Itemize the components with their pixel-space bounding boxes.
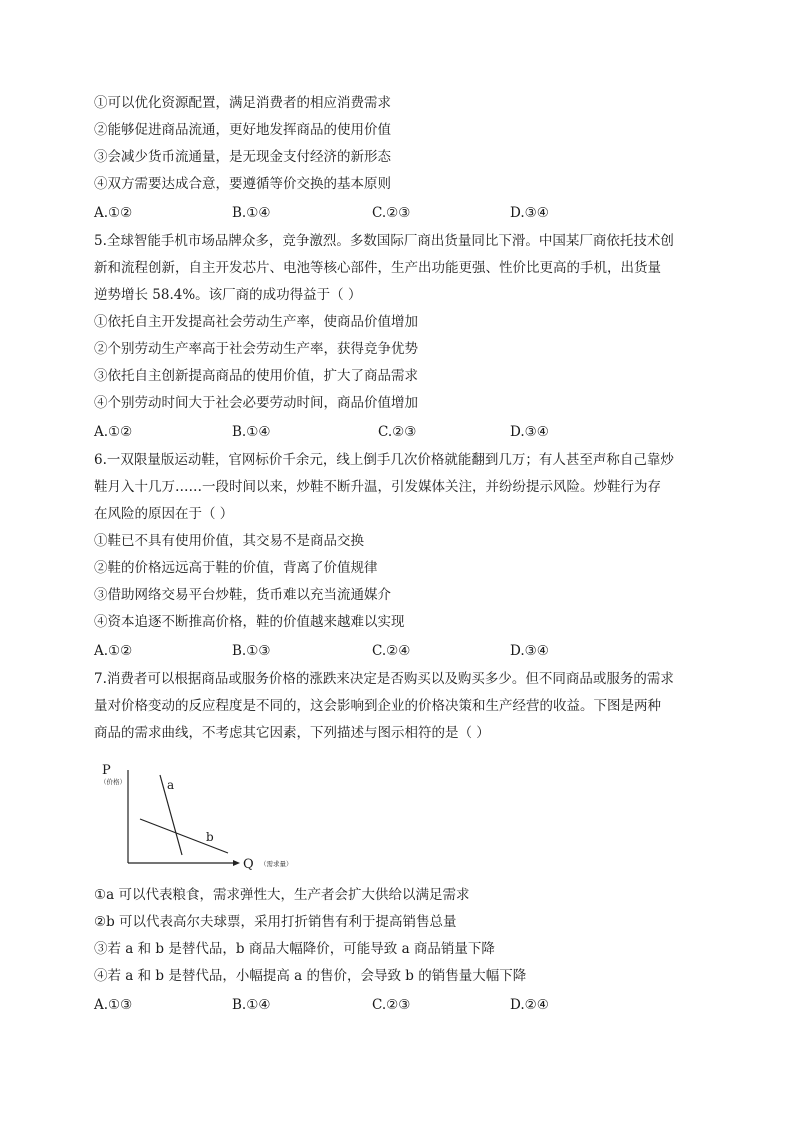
curve-b-label: b [206,830,214,844]
q4-option-b: B.①④ [232,205,271,221]
q6-option-d: D.③④ [510,643,549,659]
q4-option-c: C.②③ [372,205,411,221]
q4-option-d: D.③④ [510,205,549,221]
q5-option-c: C.②③ [378,424,417,440]
q7-item-1: ①a 可以代表粮食，需求弹性大，生产者会扩大供给以满足需求 [94,887,470,903]
q6-stem-line-2: 鞋月入十几万……一段时间以来，炒鞋不断升温，引发媒体关注，并纷纷提示风险。炒鞋行为存 [94,479,661,495]
q4-item-1: ①可以优化资源配置，满足消费者的相应消费需求 [94,95,391,111]
q5-stem-line-3: 逆势增长 58.4%。该厂商的成功得益于（ ） [94,287,362,303]
p-axis-label: P [102,763,111,778]
curve-a-label: a [167,778,175,792]
q5-stem-line-2: 新和流程创新，自主开发芯片、电池等核心部件，生产出功能更强、性价比更高的手机，出货量 [94,260,661,276]
q6-item-1: ①鞋已不具有使用价值，其交易不是商品交换 [94,533,364,549]
q-axis-label: Q [243,857,254,872]
q7-item-4: ④若 a 和 b 是替代品，小幅提高 a 的售价，会导致 b 的销售量大幅下降 [94,968,527,984]
q5-item-3: ③依托自主创新提高商品的使用价值，扩大了商品需求 [94,368,418,384]
q5-item-4: ④个别劳动时间大于社会必要劳动时间，商品价值增加 [94,395,418,411]
q5-item-1: ①依托自主开发提高社会劳动生产率，使商品价值增加 [94,314,418,330]
q7-option-a: A.①③ [94,997,133,1013]
q4-item-2: ②能够促进商品流通，更好地发挥商品的使用价值 [94,122,391,138]
curve-b-line [140,819,228,853]
q5-item-2: ②个别劳动生产率高于社会劳动生产率，获得竞争优势 [94,341,418,357]
q-axis-sub-label: （需求量） [260,860,293,868]
x-axis-arrow [233,860,240,866]
q7-stem-line-2: 量对价格变动的反应程度是不同的，这会影响到企业的价格决策和生产经营的收益。下图是两种 [94,698,661,714]
q7-stem-line-1: 7.消费者可以根据商品或服务价格的涨跌来决定是否购买以及购买多少。但不同商品或服务的需求 [94,671,674,687]
q7-option-c: C.②③ [372,997,411,1013]
q5-option-b: B.①④ [232,424,271,440]
q6-option-a: A.①② [94,643,133,659]
q4-option-a: A.①② [94,205,133,221]
demand-curve-graph [100,760,330,875]
q7-option-b: B.①④ [232,997,271,1013]
q4-item-4: ④双方需要达成合意，要遵循等价交换的基本原则 [94,176,391,192]
q6-item-3: ③借助网络交易平台炒鞋，货币难以充当流通媒介 [94,587,391,603]
q7-stem-line-3: 商品的需求曲线，不考虑其它因素，下列描述与图示相符的是（ ） [94,725,490,741]
q6-item-4: ④资本追逐不断推高价格，鞋的价值越来越难以实现 [94,614,405,630]
q4-item-3: ③会减少货币流通量，是无现金支付经济的新形态 [94,149,391,165]
q5-stem-line-1: 5.全球智能手机市场品牌众多，竞争激烈。多数国际厂商出货量同比下滑。中国某厂商依托技术创 [94,233,674,249]
q6-option-b: B.①③ [232,643,271,659]
q7-option-d: D.②④ [510,997,549,1013]
q5-option-a: A.①② [94,424,133,440]
q7-item-3: ③若 a 和 b 是替代品，b 商品大幅降价，可能导致 a 商品销量下降 [94,941,495,957]
q6-stem-line-3: 在风险的原因在于（ ） [94,506,234,522]
q6-item-2: ②鞋的价格远远高于鞋的价值，背离了价值规律 [94,560,378,576]
q7-item-2: ②b 可以代表高尔夫球票，采用打折销售有利于提高销售总量 [94,914,457,930]
q6-option-c: C.②④ [372,643,411,659]
q6-stem-line-1: 6.一双限量版运动鞋，官网标价千余元，线上倒手几次价格就能翻到几万；有人甚至声称自己靠炒 [94,452,674,468]
p-axis-sub-label: （价格） [100,778,126,786]
q5-option-d: D.③④ [510,424,549,440]
